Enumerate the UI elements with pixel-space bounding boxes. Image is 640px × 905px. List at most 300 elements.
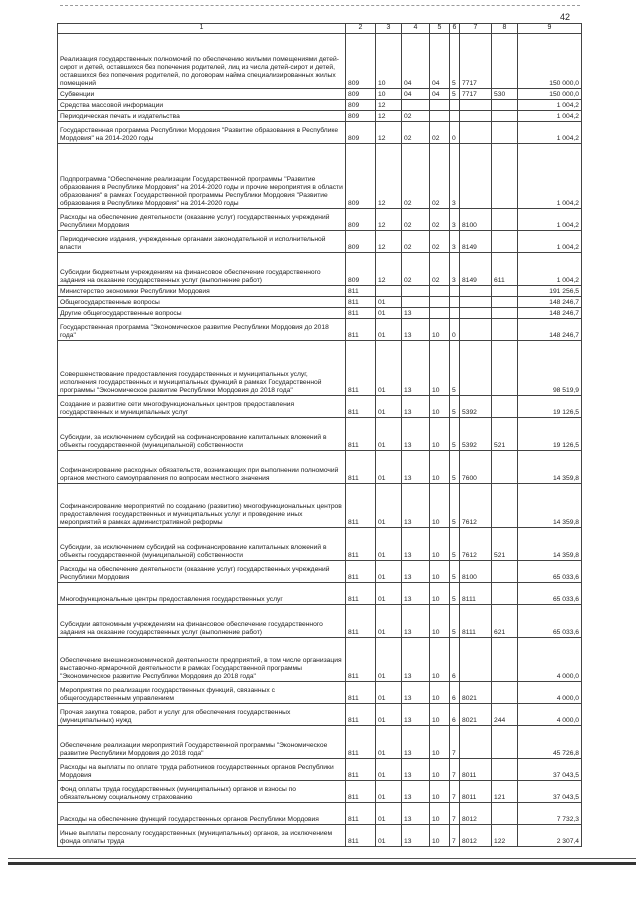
row-code-cell: 13 [402, 308, 430, 319]
row-code-cell: 244 [492, 704, 518, 726]
header-cell: 7 [460, 24, 492, 34]
row-code-cell [492, 100, 518, 111]
row-code-cell: 5 [450, 484, 460, 528]
row-code-cell: 811 [346, 583, 376, 605]
row-description-cell: Другие общегосударственные вопросы [58, 308, 346, 319]
row-description-cell: Средства массовой информации [58, 100, 346, 111]
row-code-cell: 01 [376, 319, 402, 341]
row-code-cell: 10 [430, 319, 450, 341]
row-amount-cell: 4 000,0 [518, 704, 582, 726]
row-amount-cell: 191 256,5 [518, 286, 582, 297]
row-code-cell: 7717 [460, 89, 492, 100]
row-code-cell [492, 122, 518, 144]
table-row [58, 825, 582, 847]
row-code-cell [492, 341, 518, 396]
row-code-cell: 8149 [460, 231, 492, 253]
row-code-cell: 7612 [460, 484, 492, 528]
row-description-cell: Расходы на выплаты по оплате труда работников государственных органов Республики Мордовия [58, 759, 346, 781]
table-body [58, 34, 582, 847]
row-code-cell: 02 [402, 122, 430, 144]
row-code-cell: 10 [430, 605, 450, 638]
row-code-cell: 13 [402, 726, 430, 759]
row-code-cell [460, 111, 492, 122]
row-code-cell: 122 [492, 825, 518, 847]
row-code-cell: 5 [450, 561, 460, 583]
row-description-cell: Государственная программа "Экономическое развитие Республики Мордовия до 2018 года" [58, 319, 346, 341]
row-code-cell: 3 [450, 209, 460, 231]
header-cell: 2 [346, 24, 376, 34]
row-description-cell: Субвенции [58, 89, 346, 100]
row-code-cell [492, 396, 518, 418]
table-row [58, 605, 582, 638]
row-code-cell: 12 [376, 144, 402, 209]
row-code-cell: 0 [450, 319, 460, 341]
row-code-cell: 5 [450, 89, 460, 100]
row-code-cell: 5 [450, 583, 460, 605]
row-code-cell: 13 [402, 759, 430, 781]
row-code-cell: 13 [402, 561, 430, 583]
row-code-cell: 10 [430, 451, 450, 484]
row-code-cell: 5 [450, 396, 460, 418]
row-amount-cell: 150 000,0 [518, 34, 582, 89]
header-cell: 8 [492, 24, 518, 34]
row-code-cell: 01 [376, 704, 402, 726]
row-code-cell: 521 [492, 418, 518, 451]
row-code-cell: 10 [430, 638, 450, 682]
row-code-cell: 5 [450, 418, 460, 451]
row-code-cell: 13 [402, 418, 430, 451]
row-code-cell [402, 100, 430, 111]
page-number: 42 [560, 12, 571, 22]
row-code-cell: 8149 [460, 253, 492, 286]
row-code-cell: 530 [492, 89, 518, 100]
row-description-cell: Софинансирование расходных обязательств, возникающих при выполнении полномочий органов местного самоуправления по вопросам местного значения [58, 451, 346, 484]
header-cell: 5 [430, 24, 450, 34]
row-code-cell: 12 [376, 122, 402, 144]
row-description-cell: Фонд оплаты труда государственных (муниципальных) органов и взносы по обязательному социальному страхованию [58, 781, 346, 803]
row-code-cell: 5392 [460, 396, 492, 418]
row-code-cell: 13 [402, 528, 430, 561]
row-code-cell: 01 [376, 561, 402, 583]
row-code-cell: 10 [430, 781, 450, 803]
row-amount-cell: 14 359,8 [518, 528, 582, 561]
row-code-cell: 7612 [460, 528, 492, 561]
row-code-cell: 8100 [460, 209, 492, 231]
row-amount-cell: 14 359,8 [518, 451, 582, 484]
table-row [58, 253, 582, 286]
row-code-cell: 13 [402, 484, 430, 528]
row-amount-cell: 4 000,0 [518, 638, 582, 682]
header-cell: 9 [518, 24, 582, 34]
row-code-cell: 521 [492, 528, 518, 561]
row-description-cell: Расходы на обеспечение функций государственных органов Республики Мордовия [58, 803, 346, 825]
row-code-cell: 01 [376, 297, 402, 308]
row-description-cell: Субсидии бюджетным учреждениям на финансовое обеспечение государственного задания на оказание государственных услуг (выполнение работ) [58, 253, 346, 286]
row-code-cell: 8011 [460, 759, 492, 781]
row-code-cell: 811 [346, 297, 376, 308]
row-code-cell [492, 297, 518, 308]
row-code-cell: 10 [430, 561, 450, 583]
row-description-cell: Государственная программа Республики Мордовия "Развитие образования в Республике Мордовия" на 2014-2020 годы [58, 122, 346, 144]
row-description-cell: Совершенствование предоставления государственных и муниципальных услуг, исполнения государственных и муниципальных функций в рамках Государственной программы "Экономическое развитие Республики Мордовия до 2018 года" [58, 341, 346, 396]
row-code-cell: 10 [430, 583, 450, 605]
row-code-cell: 10 [430, 759, 450, 781]
row-description-cell: Субсидии, за исключением субсидий на софинансирование капитальных вложений в объекты государственной (муниципальной) собственности [58, 418, 346, 451]
row-description-cell: Субсидии автономным учреждениям на финансовое обеспечение государственного задания на оказание государственных услуг (выполнение работ) [58, 605, 346, 638]
row-code-cell: 02 [402, 231, 430, 253]
row-code-cell: 8100 [460, 561, 492, 583]
row-code-cell: 7717 [460, 34, 492, 89]
row-code-cell [430, 297, 450, 308]
row-code-cell: 10 [430, 825, 450, 847]
row-code-cell: 8111 [460, 583, 492, 605]
row-code-cell: 01 [376, 528, 402, 561]
row-code-cell: 13 [402, 704, 430, 726]
table-row [58, 209, 582, 231]
row-amount-cell: 45 726,8 [518, 726, 582, 759]
table-row [58, 803, 582, 825]
row-code-cell: 5 [450, 451, 460, 484]
row-code-cell [450, 286, 460, 297]
row-code-cell: 10 [430, 704, 450, 726]
row-description-cell: Многофункциональные центры предоставления государственных услуг [58, 583, 346, 605]
row-code-cell [492, 319, 518, 341]
row-code-cell [492, 682, 518, 704]
row-code-cell [402, 286, 430, 297]
row-description-cell: Субсидии, за исключением субсидий на софинансирование капитальных вложений в объекты государственной (муниципальной) собственности [58, 528, 346, 561]
row-code-cell: 04 [402, 89, 430, 100]
row-code-cell: 13 [402, 682, 430, 704]
row-amount-cell: 1 004,2 [518, 111, 582, 122]
row-code-cell [492, 34, 518, 89]
row-code-cell: 13 [402, 451, 430, 484]
row-description-cell: Софинансирование мероприятий по созданию (развитию) многофункциональных центров предоставления государственных и муниципальных услуг и проведение иных мероприятий в рамках административной реформы [58, 484, 346, 528]
scan-edge-line [60, 5, 580, 6]
row-code-cell: 01 [376, 418, 402, 451]
row-code-cell: 7 [450, 803, 460, 825]
table-row [58, 89, 582, 100]
row-description-cell: Обеспечение реализации мероприятий Государственной программы "Экономическое развитие Республики Мордовия до 2018 года" [58, 726, 346, 759]
row-code-cell: 811 [346, 781, 376, 803]
row-code-cell: 811 [346, 638, 376, 682]
row-amount-cell: 65 033,6 [518, 561, 582, 583]
row-code-cell: 13 [402, 781, 430, 803]
row-code-cell: 811 [346, 682, 376, 704]
row-code-cell: 02 [430, 122, 450, 144]
row-code-cell [492, 803, 518, 825]
row-amount-cell: 148 246,7 [518, 297, 582, 308]
row-amount-cell: 19 126,5 [518, 396, 582, 418]
budget-table-wrapper [57, 23, 581, 847]
row-code-cell: 621 [492, 605, 518, 638]
table-row [58, 451, 582, 484]
table-row [58, 781, 582, 803]
row-code-cell [460, 144, 492, 209]
row-code-cell: 5 [450, 528, 460, 561]
row-amount-cell: 148 246,7 [518, 308, 582, 319]
row-code-cell: 7 [450, 726, 460, 759]
row-code-cell: 811 [346, 484, 376, 528]
row-code-cell: 611 [492, 253, 518, 286]
row-code-cell: 01 [376, 759, 402, 781]
row-code-cell: 3 [450, 253, 460, 286]
row-description-cell: Расходы на обеспечение деятельности (оказание услуг) государственных учреждений Республики Мордовия [58, 561, 346, 583]
row-code-cell: 811 [346, 803, 376, 825]
table-row [58, 638, 582, 682]
row-code-cell: 10 [430, 682, 450, 704]
table-row [58, 682, 582, 704]
row-code-cell: 811 [346, 704, 376, 726]
row-code-cell [402, 297, 430, 308]
row-code-cell [460, 308, 492, 319]
row-code-cell: 10 [430, 418, 450, 451]
row-code-cell: 6 [450, 638, 460, 682]
row-amount-cell: 37 043,5 [518, 781, 582, 803]
row-code-cell [450, 297, 460, 308]
table-row [58, 583, 582, 605]
row-code-cell: 5 [450, 34, 460, 89]
row-code-cell: 02 [430, 144, 450, 209]
row-code-cell: 13 [402, 638, 430, 682]
row-code-cell [492, 308, 518, 319]
row-code-cell [492, 638, 518, 682]
row-code-cell: 12 [376, 231, 402, 253]
table-row [58, 100, 582, 111]
table-row [58, 319, 582, 341]
row-code-cell: 02 [430, 209, 450, 231]
row-code-cell: 811 [346, 418, 376, 451]
row-code-cell: 3 [450, 144, 460, 209]
row-code-cell: 02 [402, 209, 430, 231]
table-row [58, 341, 582, 396]
row-code-cell [430, 308, 450, 319]
table-row [58, 396, 582, 418]
row-code-cell: 04 [402, 34, 430, 89]
row-code-cell [492, 286, 518, 297]
row-code-cell [430, 100, 450, 111]
row-code-cell [460, 297, 492, 308]
row-code-cell: 811 [346, 605, 376, 638]
row-code-cell: 01 [376, 396, 402, 418]
row-description-cell: Периодические издания, учрежденные органами законодательной и исполнительной власти [58, 231, 346, 253]
row-code-cell: 8021 [460, 682, 492, 704]
row-code-cell: 809 [346, 122, 376, 144]
row-code-cell: 5392 [460, 418, 492, 451]
row-code-cell: 02 [430, 231, 450, 253]
row-code-cell: 01 [376, 726, 402, 759]
row-code-cell: 02 [430, 253, 450, 286]
row-description-cell: Расходы на обеспечение деятельности (оказание услуг) государственных учреждений Республики Мордовия [58, 209, 346, 231]
row-code-cell: 5 [450, 605, 460, 638]
row-code-cell: 02 [402, 111, 430, 122]
row-code-cell: 04 [430, 89, 450, 100]
row-amount-cell: 150 000,0 [518, 89, 582, 100]
row-code-cell: 809 [346, 231, 376, 253]
row-code-cell: 01 [376, 781, 402, 803]
row-code-cell: 10 [430, 396, 450, 418]
table-row [58, 704, 582, 726]
row-amount-cell: 4 000,0 [518, 682, 582, 704]
row-code-cell [450, 100, 460, 111]
row-code-cell: 7 [450, 781, 460, 803]
row-code-cell: 5 [450, 341, 460, 396]
row-code-cell [492, 111, 518, 122]
row-amount-cell: 14 359,8 [518, 484, 582, 528]
row-code-cell: 3 [450, 231, 460, 253]
row-description-cell: Прочая закупка товаров, работ и услуг для обеспечения государственных (муниципальных) нужд [58, 704, 346, 726]
row-code-cell [492, 561, 518, 583]
row-code-cell [492, 484, 518, 528]
row-description-cell: Иные выплаты персоналу государственных (муниципальных) органов, за исключением фонда оплаты труда [58, 825, 346, 847]
row-code-cell: 811 [346, 561, 376, 583]
row-code-cell: 13 [402, 803, 430, 825]
row-code-cell: 811 [346, 319, 376, 341]
row-code-cell [492, 726, 518, 759]
row-code-cell: 01 [376, 605, 402, 638]
row-code-cell: 809 [346, 209, 376, 231]
table-row [58, 111, 582, 122]
row-code-cell: 01 [376, 484, 402, 528]
row-code-cell: 10 [430, 803, 450, 825]
table-row [58, 308, 582, 319]
row-code-cell: 809 [346, 89, 376, 100]
row-code-cell [492, 451, 518, 484]
row-code-cell: 811 [346, 825, 376, 847]
row-amount-cell: 1 004,2 [518, 144, 582, 209]
budget-table [57, 23, 582, 847]
row-code-cell [430, 111, 450, 122]
table-row [58, 561, 582, 583]
row-code-cell: 12 [376, 100, 402, 111]
row-code-cell: 8012 [460, 803, 492, 825]
header-row [58, 24, 582, 34]
row-code-cell: 01 [376, 583, 402, 605]
row-code-cell [460, 100, 492, 111]
row-amount-cell: 19 126,5 [518, 418, 582, 451]
row-code-cell: 01 [376, 682, 402, 704]
row-code-cell [460, 319, 492, 341]
row-code-cell: 13 [402, 319, 430, 341]
table-row [58, 297, 582, 308]
row-code-cell [492, 583, 518, 605]
row-code-cell: 811 [346, 451, 376, 484]
row-code-cell: 811 [346, 528, 376, 561]
row-description-cell: Обеспечение внешнеэкономической деятельности предприятий, в том числе организация выставочно-ярмарочной деятельности в рамках Государственной программы "Экономическое развитие Республики Мордовия до 2018 года" [58, 638, 346, 682]
header-cell: 6 [450, 24, 460, 34]
row-code-cell [492, 759, 518, 781]
row-amount-cell: 1 004,2 [518, 122, 582, 144]
row-code-cell [460, 286, 492, 297]
row-amount-cell: 1 004,2 [518, 253, 582, 286]
row-code-cell: 809 [346, 144, 376, 209]
row-description-cell: Реализация государственных полномочий по обеспечению жилыми помещениями детей-сирот и детей, оставшихся без попечения родителей, лиц из числа детей-сирот и детей, оставшихся без попечения родителей, по договорам найма специализированных жилых помещений [58, 34, 346, 89]
row-code-cell: 811 [346, 396, 376, 418]
row-code-cell [376, 286, 402, 297]
table-row [58, 231, 582, 253]
row-code-cell: 12 [376, 111, 402, 122]
row-code-cell: 809 [346, 100, 376, 111]
row-code-cell [460, 638, 492, 682]
header-cell: 4 [402, 24, 430, 34]
table-row [58, 484, 582, 528]
row-code-cell: 12 [376, 253, 402, 286]
row-amount-cell: 1 004,2 [518, 209, 582, 231]
row-amount-cell: 65 033,6 [518, 605, 582, 638]
row-amount-cell: 1 004,2 [518, 100, 582, 111]
row-code-cell: 6 [450, 682, 460, 704]
row-code-cell [430, 286, 450, 297]
row-code-cell: 7 [450, 825, 460, 847]
row-description-cell: Министерство экономики Республики Мордовия [58, 286, 346, 297]
row-code-cell: 121 [492, 781, 518, 803]
row-code-cell: 13 [402, 583, 430, 605]
row-code-cell [492, 231, 518, 253]
row-code-cell: 6 [450, 704, 460, 726]
table-row [58, 122, 582, 144]
row-code-cell: 809 [346, 253, 376, 286]
row-code-cell: 8111 [460, 605, 492, 638]
table-row [58, 726, 582, 759]
row-code-cell: 8021 [460, 704, 492, 726]
row-amount-cell: 1 004,2 [518, 231, 582, 253]
row-code-cell: 10 [376, 89, 402, 100]
row-code-cell: 13 [402, 825, 430, 847]
row-description-cell: Общегосударственные вопросы [58, 297, 346, 308]
row-amount-cell: 37 043,5 [518, 759, 582, 781]
row-code-cell: 10 [376, 34, 402, 89]
row-code-cell [460, 726, 492, 759]
row-description-cell: Подпрограмма "Обеспечение реализации Государственной программы "Развитие образования в Республике Мордовия" на 2014-2020 годы и прочие мероприятия в области образования" в рамках Государственной программы Республики Мордовия "Развитие образования в Республике Мордовия" на 2014-2020 годы [58, 144, 346, 209]
row-amount-cell: 2 307,4 [518, 825, 582, 847]
table-row [58, 418, 582, 451]
row-code-cell: 811 [346, 341, 376, 396]
row-description-cell: Мероприятия по реализации государственных функций, связанных с общегосударственным управлением [58, 682, 346, 704]
row-code-cell: 8011 [460, 781, 492, 803]
row-code-cell: 02 [402, 144, 430, 209]
row-code-cell: 811 [346, 286, 376, 297]
row-code-cell: 01 [376, 825, 402, 847]
row-code-cell: 8012 [460, 825, 492, 847]
row-code-cell [492, 144, 518, 209]
row-code-cell: 809 [346, 111, 376, 122]
row-amount-cell: 98 519,9 [518, 341, 582, 396]
row-code-cell [450, 111, 460, 122]
row-code-cell: 10 [430, 726, 450, 759]
row-code-cell: 01 [376, 308, 402, 319]
scan-bottom-rule [8, 858, 636, 859]
table-row [58, 286, 582, 297]
row-description-cell: Периодическая печать и издательства [58, 111, 346, 122]
table-row [58, 34, 582, 89]
row-amount-cell: 148 246,7 [518, 319, 582, 341]
row-code-cell: 811 [346, 726, 376, 759]
row-code-cell: 01 [376, 803, 402, 825]
row-code-cell: 12 [376, 209, 402, 231]
row-code-cell: 811 [346, 759, 376, 781]
row-code-cell: 04 [430, 34, 450, 89]
row-code-cell: 13 [402, 605, 430, 638]
table-row [58, 528, 582, 561]
row-code-cell: 01 [376, 451, 402, 484]
row-code-cell: 0 [450, 122, 460, 144]
row-code-cell: 7 [450, 759, 460, 781]
row-code-cell: 10 [430, 341, 450, 396]
row-code-cell: 01 [376, 341, 402, 396]
table-row [58, 759, 582, 781]
row-code-cell [450, 308, 460, 319]
row-amount-cell: 65 033,6 [518, 583, 582, 605]
row-amount-cell: 7 732,3 [518, 803, 582, 825]
